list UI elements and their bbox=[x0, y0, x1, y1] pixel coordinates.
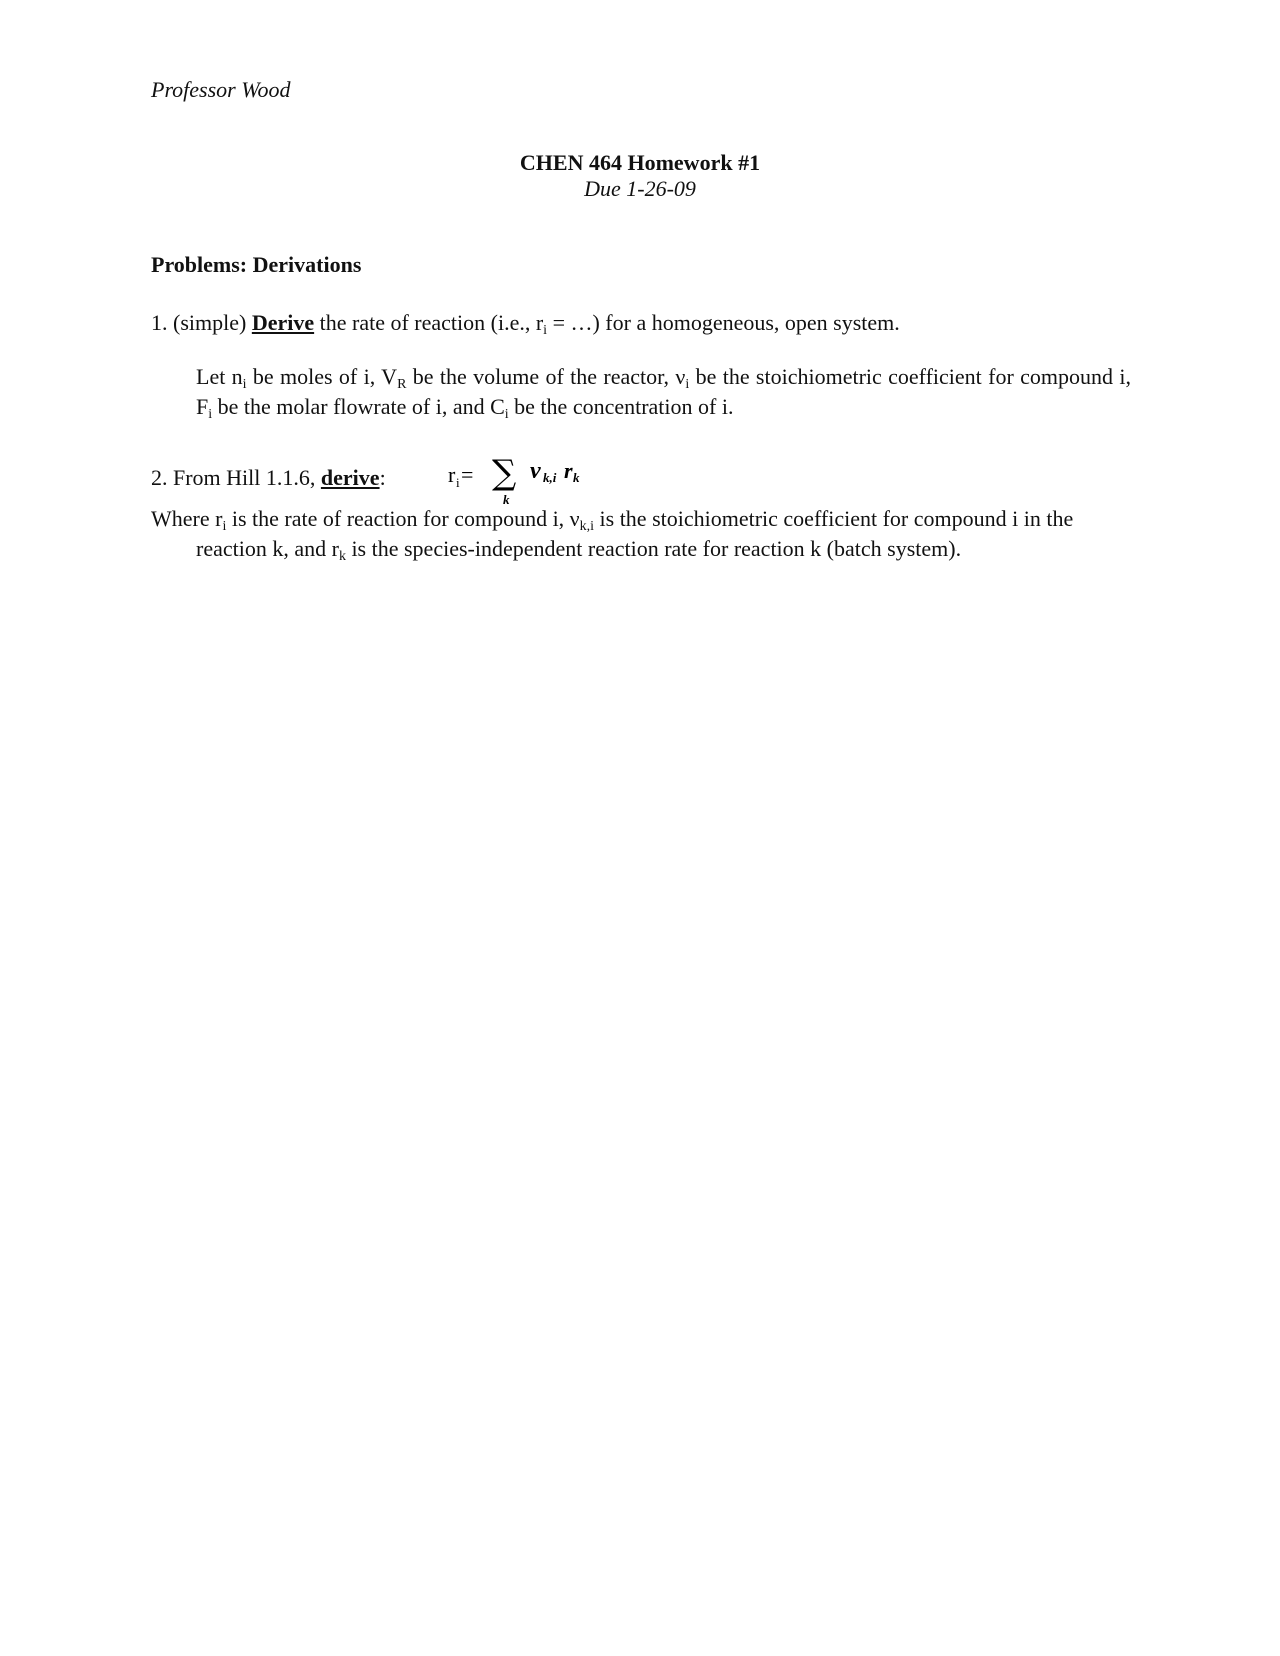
sigma-symbol: ∑ bbox=[492, 453, 517, 493]
expl-sub: k,i bbox=[579, 519, 595, 534]
formula-lhs-sub: i bbox=[456, 475, 460, 490]
problem-1-keyword: Derive bbox=[251, 310, 315, 335]
def-text: be the volume of the reactor, ν bbox=[406, 364, 686, 389]
expl-hanging-line bbox=[151, 534, 1131, 564]
def-sub: i bbox=[504, 407, 509, 422]
expl-text: is the stoichiometric coefficient for compound i in the bbox=[594, 506, 1074, 531]
expl-text: is the species-independent reaction rate for reaction k (batch system). bbox=[345, 536, 962, 561]
formula-sum-index: k bbox=[503, 492, 510, 507]
problem-1-text-end: = …) for a homogeneous, open system. bbox=[547, 310, 900, 335]
def-sub: R bbox=[397, 377, 407, 392]
problem-1-definitions bbox=[196, 362, 1131, 422]
problem-2-keyword: derive bbox=[320, 465, 380, 490]
author-name: Professor Wood bbox=[151, 77, 291, 102]
formula-nu-sub: k,i bbox=[543, 470, 557, 485]
formula-nu: ν bbox=[530, 458, 541, 484]
def-sub: i bbox=[685, 377, 690, 392]
problem-1-number: 1. bbox=[151, 310, 168, 335]
expl-sub: i bbox=[222, 519, 227, 534]
problem-1-statement bbox=[151, 310, 900, 336]
def-text: Let n bbox=[196, 364, 243, 389]
due-date: Due 1-26-09 bbox=[584, 176, 696, 201]
expl-text: reaction k, and r bbox=[196, 536, 339, 561]
formula-r: r bbox=[564, 458, 573, 483]
def-text: be the molar flowrate of i, and C bbox=[212, 394, 505, 419]
rate-formula bbox=[448, 448, 608, 508]
problem-1-text: the rate of reaction (i.e., r bbox=[319, 310, 544, 335]
title-block bbox=[0, 150, 1280, 202]
def-text: be the concentration of i. bbox=[508, 394, 734, 419]
expl-text: is the rate of reaction for compound i, ν bbox=[226, 506, 580, 531]
def-text: be moles of i, V bbox=[246, 364, 398, 389]
expl-sub: k bbox=[338, 549, 346, 564]
problem-2-statement bbox=[151, 465, 386, 491]
problem-2-lead: 2. From Hill 1.1.6, bbox=[151, 465, 321, 490]
def-text: be the stoichiometric coefficient for compound i, F bbox=[196, 364, 1131, 419]
problem-2-explanation bbox=[151, 504, 1131, 564]
problem-2-colon: : bbox=[379, 465, 386, 490]
def-sub: i bbox=[242, 377, 247, 392]
course-title: CHEN 464 Homework #1 bbox=[519, 150, 761, 175]
def-sub: i bbox=[208, 407, 213, 422]
formula-equals: = bbox=[461, 462, 474, 487]
formula-r-sub: k bbox=[573, 470, 580, 485]
expl-text: Where r bbox=[151, 506, 223, 531]
rate-formula-svg bbox=[448, 448, 608, 508]
problem-1-sub: i bbox=[543, 323, 548, 338]
section-heading: Problems: Derivations bbox=[151, 252, 362, 277]
problem-1-qualifier: (simple) bbox=[173, 310, 247, 335]
formula-lhs: r bbox=[448, 462, 456, 487]
